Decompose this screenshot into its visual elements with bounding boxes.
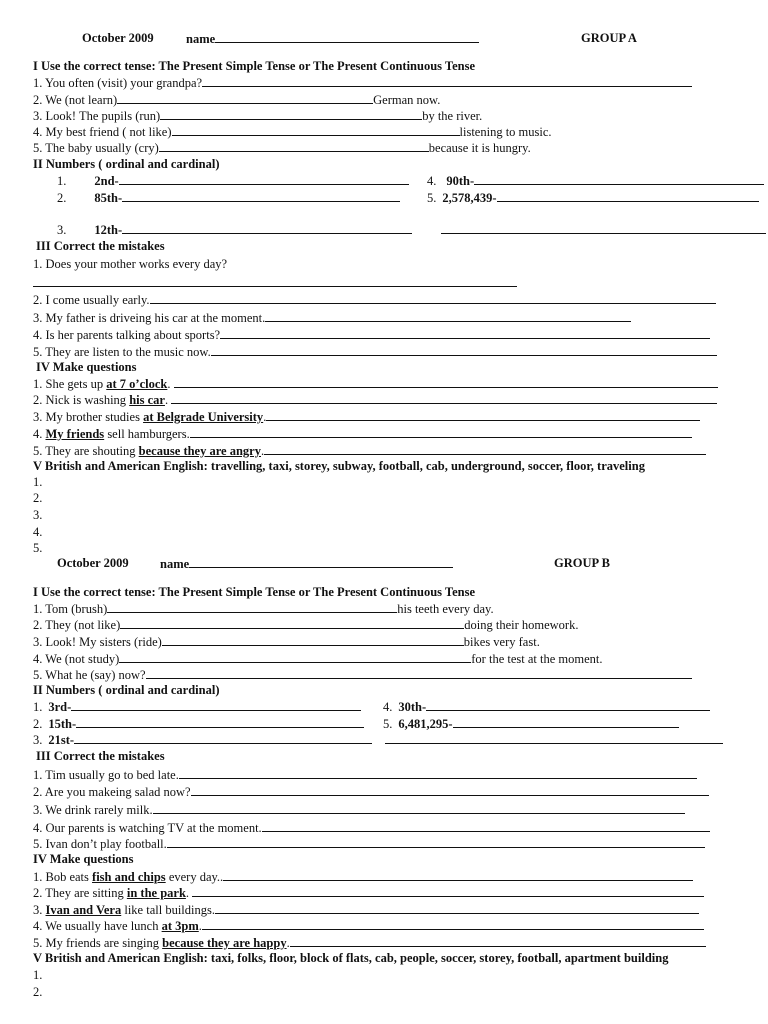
exercise-line: 2. Are you makeing salad now? <box>33 784 709 800</box>
number-item: 2. 85th- <box>57 190 400 206</box>
exercise-line: 3. We drink rarely milk. <box>33 802 685 818</box>
number-item: 3. 12th- <box>57 222 412 238</box>
exercise-line: 5. Ivan don’t play football. <box>33 836 705 852</box>
exercise-line: 5. They are shouting because they are angry. <box>33 443 706 459</box>
list-item: 2. <box>33 985 43 999</box>
exercise-line: 1. Does your mother works every day? <box>33 257 228 271</box>
exercise-line: 3. Look! My sisters (ride) bikes very fast. <box>33 635 540 649</box>
section-title: I Use the correct tense: The Present Simple Tense or The Present Continuous Tense <box>33 59 476 73</box>
list-item: 3. <box>33 508 43 522</box>
section-title: IV Make questions <box>36 360 137 374</box>
exercise-line: 1. Tim usually go to bed late. <box>33 767 697 783</box>
exercise-line: 4. My best friend ( not like) listening to music. <box>33 125 552 139</box>
exercise-line: 3. Look! The pupils (run) by the river. <box>33 109 483 123</box>
exercise-line: 3. My father is driveing his car at the moment. <box>33 310 631 326</box>
header-name-label: name <box>160 556 453 572</box>
exercise-line: 2. We (not learn) German now. <box>33 93 441 107</box>
exercise-line: 5. What he (say) now? <box>33 667 692 683</box>
section-title: V British and American English: travelling, taxi, storey, subway, football, cab, underground, soccer, floor, traveling <box>33 459 645 473</box>
number-item: 1. 3rd- <box>33 699 361 715</box>
exercise-line: 3. Ivan and Vera like tall buildings. <box>33 902 699 918</box>
list-item: 2. <box>33 491 43 505</box>
exercise-line: 4. My friends sell hamburgers. <box>33 426 692 442</box>
exercise-line: 1. You often (visit) your grandpa? <box>33 75 692 91</box>
answer-blank <box>33 275 517 291</box>
exercise-line: 2. They (not like) doing their homework. <box>33 618 579 632</box>
name-blank <box>215 31 479 43</box>
header-date: October 2009 <box>57 556 129 570</box>
answer-blank <box>441 222 766 238</box>
exercise-line: 1. Bob eats fish and chips every day.. <box>33 869 693 885</box>
name-blank <box>189 556 453 568</box>
list-item: 1. <box>33 968 43 982</box>
list-item: 5. <box>33 541 43 555</box>
section-title: V British and American English: taxi, folks, floor, block of flats, cab, people, soccer, storey, football, apartment building <box>33 951 669 965</box>
exercise-line: 3. My brother studies at Belgrade University. <box>33 409 700 425</box>
section-title: III Correct the mistakes <box>36 749 165 763</box>
number-item: 1. 2nd- <box>57 173 409 189</box>
section-title: III Correct the mistakes <box>36 239 165 253</box>
header-group: GROUP B <box>554 556 610 570</box>
list-item: 1. <box>33 475 43 489</box>
section-title: IV Make questions <box>33 852 134 866</box>
exercise-line: 2. I come usually early. <box>33 292 716 308</box>
header-date: October 2009 <box>82 31 154 45</box>
number-item: 4. 30th- <box>383 699 710 715</box>
number-item: 5. 2,578,439- <box>427 190 759 206</box>
number-item: 4. 90th- <box>427 173 764 189</box>
exercise-line: 1. She gets up at 7 o’clock. <box>33 376 718 392</box>
exercise-line: 4. Is her parents talking about sports? <box>33 327 710 343</box>
answer-blank <box>385 732 723 748</box>
exercise-line: 2. Nick is washing his car. <box>33 392 717 408</box>
exercise-line: 2. They are sitting in the park. <box>33 885 704 901</box>
exercise-line: 4. We (not study) for the test at the moment. <box>33 652 603 666</box>
header-group: GROUP A <box>581 31 637 45</box>
exercise-line: 5. They are listen to the music now. <box>33 344 717 360</box>
exercise-line: 4. Our parents is watching TV at the moment. <box>33 820 710 836</box>
exercise-line: 5. The baby usually (cry) because it is hungry. <box>33 141 531 155</box>
exercise-line: 5. My friends are singing because they are happy. <box>33 935 706 951</box>
section-title: II Numbers ( ordinal and cardinal) <box>33 683 220 697</box>
section-title: I Use the correct tense: The Present Simple Tense or The Present Continuous Tense <box>33 585 476 599</box>
exercise-line: 1. Tom (brush) his teeth every day. <box>33 602 494 616</box>
number-item: 2. 15th- <box>33 716 364 732</box>
section-title: II Numbers ( ordinal and cardinal) <box>33 157 220 171</box>
exercise-line: 4. We usually have lunch at 3pm. <box>33 918 704 934</box>
list-item: 4. <box>33 525 43 539</box>
number-item: 5. 6,481,295- <box>383 716 679 732</box>
header-name-label: name <box>186 31 479 47</box>
number-item: 3. 21st- <box>33 732 372 748</box>
